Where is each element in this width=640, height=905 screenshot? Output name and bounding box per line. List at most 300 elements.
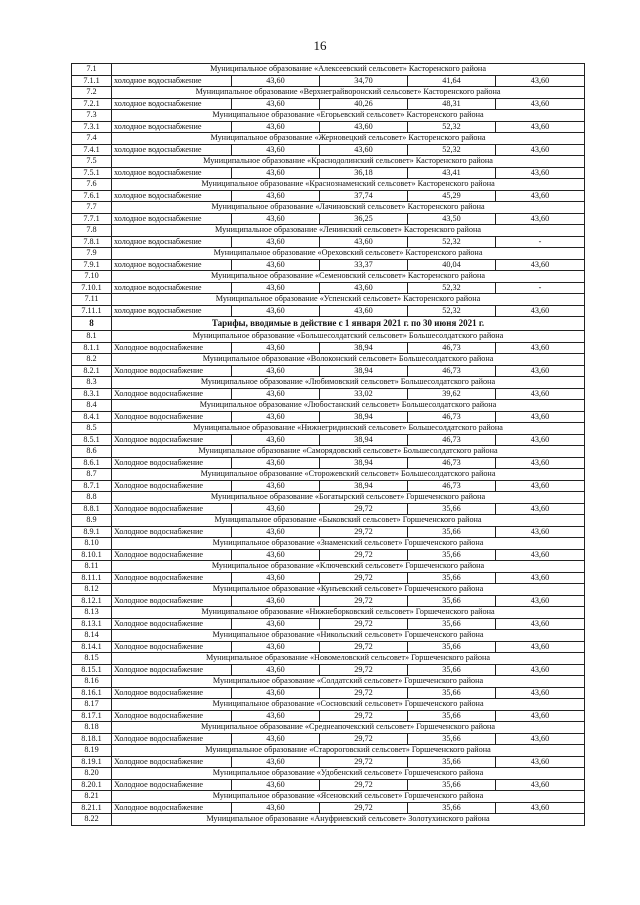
tariff-row	[72, 342, 585, 354]
row-number: 8.14.1	[72, 641, 112, 653]
tariff-value: 43,60	[232, 480, 320, 492]
row-number: 7.4	[72, 133, 112, 145]
tariff-value: 29,72	[320, 618, 408, 630]
tariff-table	[71, 63, 585, 826]
tariff-value: 35,66	[408, 664, 496, 676]
municipality-name: Муниципальное образование «Кунъевский сельсовет» Горшеченского района	[112, 584, 585, 596]
page-number: 16	[313, 38, 327, 53]
tariff-row	[72, 526, 585, 538]
row-number: 8.10.1	[72, 549, 112, 561]
service-name: Холодное водоснабжение	[112, 733, 232, 745]
municipality-row	[72, 745, 585, 757]
municipality-name: Муниципальное образование «Волоконский сельсовет» Большесолдатского района	[112, 354, 585, 366]
tariff-value: 43,60	[496, 756, 585, 768]
row-number: 7.3	[72, 110, 112, 122]
tariff-value: 43,60	[496, 305, 585, 317]
row-number: 7.11	[72, 294, 112, 306]
row-number: 8.17	[72, 699, 112, 711]
tariff-value: 43,60	[232, 167, 320, 179]
tariff-value: 43,60	[496, 664, 585, 676]
municipality-name: Муниципальное образование «Верхнеграйворонский сельсовет» Касторенского района	[112, 87, 585, 99]
tariff-value: 35,66	[408, 733, 496, 745]
tariff-value: 43,60	[232, 802, 320, 814]
municipality-row	[72, 676, 585, 688]
municipality-name: Муниципальное образование «Ленинский сельсовет» Касторенского района	[112, 225, 585, 237]
tariff-row	[72, 457, 585, 469]
municipality-row	[72, 377, 585, 389]
tariff-value: 43,60	[232, 144, 320, 156]
municipality-name: Муниципальное образование «Богатырский сельсовет» Горшеченского района	[112, 492, 585, 504]
tariff-value: 29,72	[320, 641, 408, 653]
municipality-name: Муниципальное образование «Ясеновский сельсовет» Горшеченского района	[112, 791, 585, 803]
municipality-name: Муниципальное образование «Ключевский сельсовет» Горшеченского района	[112, 561, 585, 573]
service-name: Холодное водоснабжение	[112, 802, 232, 814]
municipality-row	[72, 561, 585, 573]
municipality-row	[72, 225, 585, 237]
municipality-row	[72, 133, 585, 145]
tariff-value: 45,29	[408, 190, 496, 202]
tariff-row	[72, 503, 585, 515]
tariff-value: 43,60	[320, 305, 408, 317]
municipality-row	[72, 64, 585, 76]
service-name: холодное водоснабжение	[112, 236, 232, 248]
row-number: 8.19.1	[72, 756, 112, 768]
row-number: 8.20.1	[72, 779, 112, 791]
tariff-value: 43,60	[232, 236, 320, 248]
service-name: Холодное водоснабжение	[112, 687, 232, 699]
row-number: 8.6	[72, 446, 112, 458]
municipality-name: Муниципальное образование «Нижнеборковский сельсовет» Горшеченского района	[112, 607, 585, 619]
tariff-row	[72, 282, 585, 294]
row-number: 8.9.1	[72, 526, 112, 538]
tariff-value: 43,60	[496, 457, 585, 469]
municipality-name: Муниципальное образование «Солдатский сельсовет» Горшеченского района	[112, 676, 585, 688]
tariff-value: 43,60	[232, 503, 320, 515]
tariff-row	[72, 434, 585, 446]
municipality-row	[72, 271, 585, 283]
municipality-row	[72, 179, 585, 191]
row-number: 7.2.1	[72, 98, 112, 110]
row-number: 7.7.1	[72, 213, 112, 225]
service-name: Холодное водоснабжение	[112, 779, 232, 791]
municipality-name: Муниципальное образование «Среднеапочекский сельсовет» Горшеченского района	[112, 722, 585, 734]
tariff-value: 36,18	[320, 167, 408, 179]
municipality-name: Муниципальное образование «Жерновецкий сельсовет» Касторенского района	[112, 133, 585, 145]
municipality-row	[72, 791, 585, 803]
tariff-value: 43,60	[232, 549, 320, 561]
tariff-value: 43,60	[496, 98, 585, 110]
row-number: 7.11.1	[72, 305, 112, 317]
tariff-value: 29,72	[320, 779, 408, 791]
row-number: 7.8	[72, 225, 112, 237]
municipality-row	[72, 248, 585, 260]
row-number: 8.15	[72, 653, 112, 665]
tariff-row	[72, 664, 585, 676]
row-number: 8.2	[72, 354, 112, 366]
municipality-row	[72, 110, 585, 122]
row-number: 8.3.1	[72, 388, 112, 400]
tariff-value: 29,72	[320, 687, 408, 699]
municipality-name: Муниципальное образование «Саморядовский сельсовет» Большесолдатского района	[112, 446, 585, 458]
municipality-name: Муниципальное образование «Лачиновский сельсовет» Касторенского района	[112, 202, 585, 214]
municipality-name: Муниципальное образование «Новомеловский сельсовет» Горшеченского района	[112, 653, 585, 665]
municipality-row	[72, 446, 585, 458]
tariff-table-body	[72, 64, 585, 826]
tariff-value: 43,60	[320, 236, 408, 248]
row-number: 8.14	[72, 630, 112, 642]
service-name: холодное водоснабжение	[112, 98, 232, 110]
row-number: 8.1	[72, 331, 112, 343]
municipality-name: Муниципальное образование «Нижнегридинский сельсовет» Большесолдатского района	[112, 423, 585, 435]
municipality-row	[72, 400, 585, 412]
tariff-value: 43,60	[320, 282, 408, 294]
row-number: 8.7.1	[72, 480, 112, 492]
tariff-value: 29,72	[320, 802, 408, 814]
tariff-value: 43,60	[232, 342, 320, 354]
row-number: 7.1.1	[72, 75, 112, 87]
municipality-name: Муниципальное образование «Сторожевский сельсовет» Большесолдатского района	[112, 469, 585, 481]
service-name: Холодное водоснабжение	[112, 595, 232, 607]
tariff-value: 35,66	[408, 618, 496, 630]
municipality-name: Муниципальное образование «Любимовский сельсовет» Большесолдатского района	[112, 377, 585, 389]
tariff-value: 43,60	[232, 595, 320, 607]
tariff-row	[72, 305, 585, 317]
tariff-value: 35,66	[408, 802, 496, 814]
tariff-value: 35,66	[408, 710, 496, 722]
tariff-value: 43,60	[320, 144, 408, 156]
tariff-value: 43,60	[496, 388, 585, 400]
municipality-name: Муниципальное образование «Большесолдатский сельсовет» Большесолдатского района	[112, 331, 585, 343]
service-name: холодное водоснабжение	[112, 259, 232, 271]
tariff-value: 43,60	[496, 144, 585, 156]
municipality-name: Муниципальное образование «Семеновский сельсовет» Касторенского района	[112, 271, 585, 283]
tariff-value: 52,32	[408, 144, 496, 156]
service-name: Холодное водоснабжение	[112, 457, 232, 469]
row-number: 8.12	[72, 584, 112, 596]
tariff-value: 46,73	[408, 342, 496, 354]
service-name: Холодное водоснабжение	[112, 342, 232, 354]
tariff-value: 43,60	[496, 618, 585, 630]
section-title: Тарифы, вводимые в действие с 1 января 2021 г. по 30 июня 2021 г.	[112, 317, 585, 331]
row-number: 8.1.1	[72, 342, 112, 354]
service-name: холодное водоснабжение	[112, 167, 232, 179]
row-number: 8.20	[72, 768, 112, 780]
tariff-value: 40,04	[408, 259, 496, 271]
row-number: 7.10.1	[72, 282, 112, 294]
tariff-row	[72, 595, 585, 607]
tariff-value: 48,31	[408, 98, 496, 110]
row-number: 8.3	[72, 377, 112, 389]
service-name: Холодное водоснабжение	[112, 411, 232, 423]
row-number: 7.5	[72, 156, 112, 168]
row-number: 8.8	[72, 492, 112, 504]
tariff-value: 43,60	[232, 121, 320, 133]
row-number: 8.13	[72, 607, 112, 619]
tariff-value: 43,60	[232, 641, 320, 653]
row-number: 8.9	[72, 515, 112, 527]
row-number: 7.1	[72, 64, 112, 76]
tariff-value: 43,60	[232, 190, 320, 202]
tariff-value: 43,60	[232, 687, 320, 699]
tariff-row	[72, 756, 585, 768]
service-name: Холодное водоснабжение	[112, 549, 232, 561]
tariff-value: 43,60	[232, 388, 320, 400]
municipality-name: Муниципальное образование «Сосновский сельсовет» Горшеченского района	[112, 699, 585, 711]
row-number: 7.3.1	[72, 121, 112, 133]
tariff-value: 43,60	[232, 710, 320, 722]
tariff-value: 38,94	[320, 457, 408, 469]
tariff-value: 46,73	[408, 434, 496, 446]
service-name: Холодное водоснабжение	[112, 572, 232, 584]
tariff-value: 40,26	[320, 98, 408, 110]
row-number: 8.18	[72, 722, 112, 734]
tariff-value: 43,50	[408, 213, 496, 225]
municipality-row	[72, 354, 585, 366]
tariff-value: 35,66	[408, 503, 496, 515]
tariff-value: 43,60	[496, 572, 585, 584]
tariff-value: 43,60	[496, 503, 585, 515]
service-name: холодное водоснабжение	[112, 305, 232, 317]
tariff-value: 43,60	[232, 572, 320, 584]
municipality-row	[72, 515, 585, 527]
row-number: 8.19	[72, 745, 112, 757]
row-number: 8.12.1	[72, 595, 112, 607]
tariff-row	[72, 190, 585, 202]
tariff-row	[72, 779, 585, 791]
tariff-row	[72, 121, 585, 133]
tariff-value: 38,94	[320, 480, 408, 492]
municipality-row	[72, 768, 585, 780]
tariff-value: 29,72	[320, 733, 408, 745]
tariff-value: 43,60	[232, 457, 320, 469]
tariff-value: 43,60	[232, 664, 320, 676]
tariff-value: 35,66	[408, 779, 496, 791]
tariff-row	[72, 572, 585, 584]
service-name: Холодное водоснабжение	[112, 526, 232, 538]
municipality-row	[72, 331, 585, 343]
row-number: 8.21.1	[72, 802, 112, 814]
tariff-value: 41,64	[408, 75, 496, 87]
tariff-row	[72, 236, 585, 248]
tariff-row	[72, 549, 585, 561]
tariff-value: 43,60	[496, 213, 585, 225]
tariff-row	[72, 365, 585, 377]
row-number: 8.10	[72, 538, 112, 550]
row-number: 8.22	[72, 814, 112, 826]
tariff-value: 43,60	[232, 259, 320, 271]
tariff-value: 38,94	[320, 411, 408, 423]
tariff-value: 29,72	[320, 595, 408, 607]
tariff-value: 43,60	[496, 549, 585, 561]
tariff-value: 38,94	[320, 342, 408, 354]
tariff-row	[72, 733, 585, 745]
service-name: холодное водоснабжение	[112, 144, 232, 156]
tariff-value: 38,94	[320, 365, 408, 377]
tariff-value: 43,60	[496, 75, 585, 87]
tariff-value: 35,66	[408, 756, 496, 768]
row-number: 8.11.1	[72, 572, 112, 584]
tariff-value: 43,60	[496, 595, 585, 607]
row-number: 8.16.1	[72, 687, 112, 699]
service-name: Холодное водоснабжение	[112, 480, 232, 492]
tariff-value: 43,60	[496, 687, 585, 699]
tariff-value: 43,60	[232, 411, 320, 423]
tariff-value: 35,66	[408, 549, 496, 561]
municipality-row	[72, 699, 585, 711]
tariff-value: 43,60	[496, 710, 585, 722]
tariff-value: 29,72	[320, 549, 408, 561]
tariff-value: 43,60	[232, 779, 320, 791]
tariff-value: 43,60	[496, 779, 585, 791]
municipality-row	[72, 653, 585, 665]
tariff-value: 52,32	[408, 121, 496, 133]
tariff-value: 35,66	[408, 687, 496, 699]
tariff-row	[72, 687, 585, 699]
section-header-row	[72, 317, 585, 331]
municipality-row	[72, 492, 585, 504]
tariff-value: 43,60	[232, 213, 320, 225]
tariff-row	[72, 388, 585, 400]
tariff-value: 43,41	[408, 167, 496, 179]
service-name: холодное водоснабжение	[112, 121, 232, 133]
municipality-name: Муниципальное образование «Ореховский сельсовет» Касторенского района	[112, 248, 585, 260]
service-name: Холодное водоснабжение	[112, 388, 232, 400]
tariff-value: 43,60	[496, 641, 585, 653]
tariff-value: 35,66	[408, 572, 496, 584]
section-number: 8	[72, 317, 112, 331]
tariff-value: -	[496, 236, 585, 248]
municipality-name: Муниципальное образование «Краснодолинский сельсовет» Касторенского района	[112, 156, 585, 168]
municipality-name: Муниципальное образование «Быковский сельсовет» Горшеченского района	[112, 515, 585, 527]
tariff-value: 43,60	[496, 480, 585, 492]
tariff-row	[72, 618, 585, 630]
tariff-value: 52,32	[408, 236, 496, 248]
tariff-value: 43,60	[232, 98, 320, 110]
service-name: Холодное водоснабжение	[112, 618, 232, 630]
municipality-row	[72, 584, 585, 596]
tariff-row	[72, 98, 585, 110]
tariff-value: 37,74	[320, 190, 408, 202]
municipality-row	[72, 156, 585, 168]
tariff-value: 36,25	[320, 213, 408, 225]
municipality-name: Муниципальное образование «Ануфриевский сельсовет» Золотухинского района	[112, 814, 585, 826]
tariff-value: 43,60	[232, 365, 320, 377]
service-name: Холодное водоснабжение	[112, 365, 232, 377]
tariff-value: 29,72	[320, 503, 408, 515]
municipality-row	[72, 87, 585, 99]
row-number: 7.5.1	[72, 167, 112, 179]
service-name: холодное водоснабжение	[112, 75, 232, 87]
row-number: 8.17.1	[72, 710, 112, 722]
tariff-value: 43,60	[496, 733, 585, 745]
tariff-value: 35,66	[408, 526, 496, 538]
tariff-row	[72, 802, 585, 814]
tariff-row	[72, 144, 585, 156]
municipality-row	[72, 202, 585, 214]
tariff-value: 43,60	[496, 167, 585, 179]
tariff-row	[72, 641, 585, 653]
row-number: 8.11	[72, 561, 112, 573]
tariff-value: 43,60	[496, 121, 585, 133]
tariff-value: 52,32	[408, 305, 496, 317]
municipality-row	[72, 423, 585, 435]
tariff-value: 29,72	[320, 664, 408, 676]
service-name: Холодное водоснабжение	[112, 664, 232, 676]
service-name: холодное водоснабжение	[112, 282, 232, 294]
row-number: 8.8.1	[72, 503, 112, 515]
municipality-name: Муниципальное образование «Егорьевский сельсовет» Касторенского района	[112, 110, 585, 122]
tariff-value: 43,60	[232, 526, 320, 538]
service-name: Холодное водоснабжение	[112, 503, 232, 515]
tariff-value: 43,60	[496, 802, 585, 814]
tariff-value: 33,02	[320, 388, 408, 400]
municipality-row	[72, 607, 585, 619]
tariff-value: 43,60	[496, 411, 585, 423]
row-number: 8.7	[72, 469, 112, 481]
tariff-row	[72, 480, 585, 492]
tariff-row	[72, 259, 585, 271]
row-number: 8.21	[72, 791, 112, 803]
row-number: 8.5.1	[72, 434, 112, 446]
tariff-row	[72, 167, 585, 179]
tariff-value: 43,60	[496, 342, 585, 354]
service-name: Холодное водоснабжение	[112, 756, 232, 768]
service-name: Холодное водоснабжение	[112, 434, 232, 446]
row-number: 7.4.1	[72, 144, 112, 156]
tariff-value: 43,60	[496, 434, 585, 446]
row-number: 7.6	[72, 179, 112, 191]
municipality-name: Муниципальное образование «Старороговский сельсовет» Горшеченского района	[112, 745, 585, 757]
row-number: 7.9	[72, 248, 112, 260]
tariff-value: 43,60	[232, 756, 320, 768]
tariff-value: 43,60	[232, 305, 320, 317]
tariff-value: 33,37	[320, 259, 408, 271]
tariff-value: 52,32	[408, 282, 496, 294]
municipality-name: Муниципальное образование «Любостанский сельсовет» Большесолдатского района	[112, 400, 585, 412]
row-number: 7.8.1	[72, 236, 112, 248]
tariff-value: -	[496, 282, 585, 294]
row-number: 8.4.1	[72, 411, 112, 423]
row-number: 8.18.1	[72, 733, 112, 745]
tariff-value: 43,60	[232, 282, 320, 294]
service-name: Холодное водоснабжение	[112, 641, 232, 653]
tariff-value: 29,72	[320, 756, 408, 768]
service-name: холодное водоснабжение	[112, 213, 232, 225]
row-number: 8.16	[72, 676, 112, 688]
municipality-row	[72, 814, 585, 826]
row-number: 8.2.1	[72, 365, 112, 377]
municipality-name: Муниципальное образование «Никольский сельсовет» Горшеченского района	[112, 630, 585, 642]
municipality-name: Муниципальное образование «Алексеевский сельсовет» Касторенского района	[112, 64, 585, 76]
tariff-value: 39,62	[408, 388, 496, 400]
tariff-value: 35,66	[408, 595, 496, 607]
row-number: 7.6.1	[72, 190, 112, 202]
tariff-value: 43,60	[496, 365, 585, 377]
service-name: Холодное водоснабжение	[112, 710, 232, 722]
row-number: 8.4	[72, 400, 112, 412]
municipality-row	[72, 294, 585, 306]
tariff-value: 43,60	[232, 618, 320, 630]
service-name: холодное водоснабжение	[112, 190, 232, 202]
municipality-name: Муниципальное образование «Краснознаменский сельсовет» Касторенского района	[112, 179, 585, 191]
row-number: 7.7	[72, 202, 112, 214]
tariff-value: 43,60	[496, 190, 585, 202]
row-number: 7.9.1	[72, 259, 112, 271]
tariff-value: 46,73	[408, 457, 496, 469]
tariff-value: 43,60	[232, 75, 320, 87]
tariff-value: 43,60	[232, 434, 320, 446]
municipality-row	[72, 469, 585, 481]
